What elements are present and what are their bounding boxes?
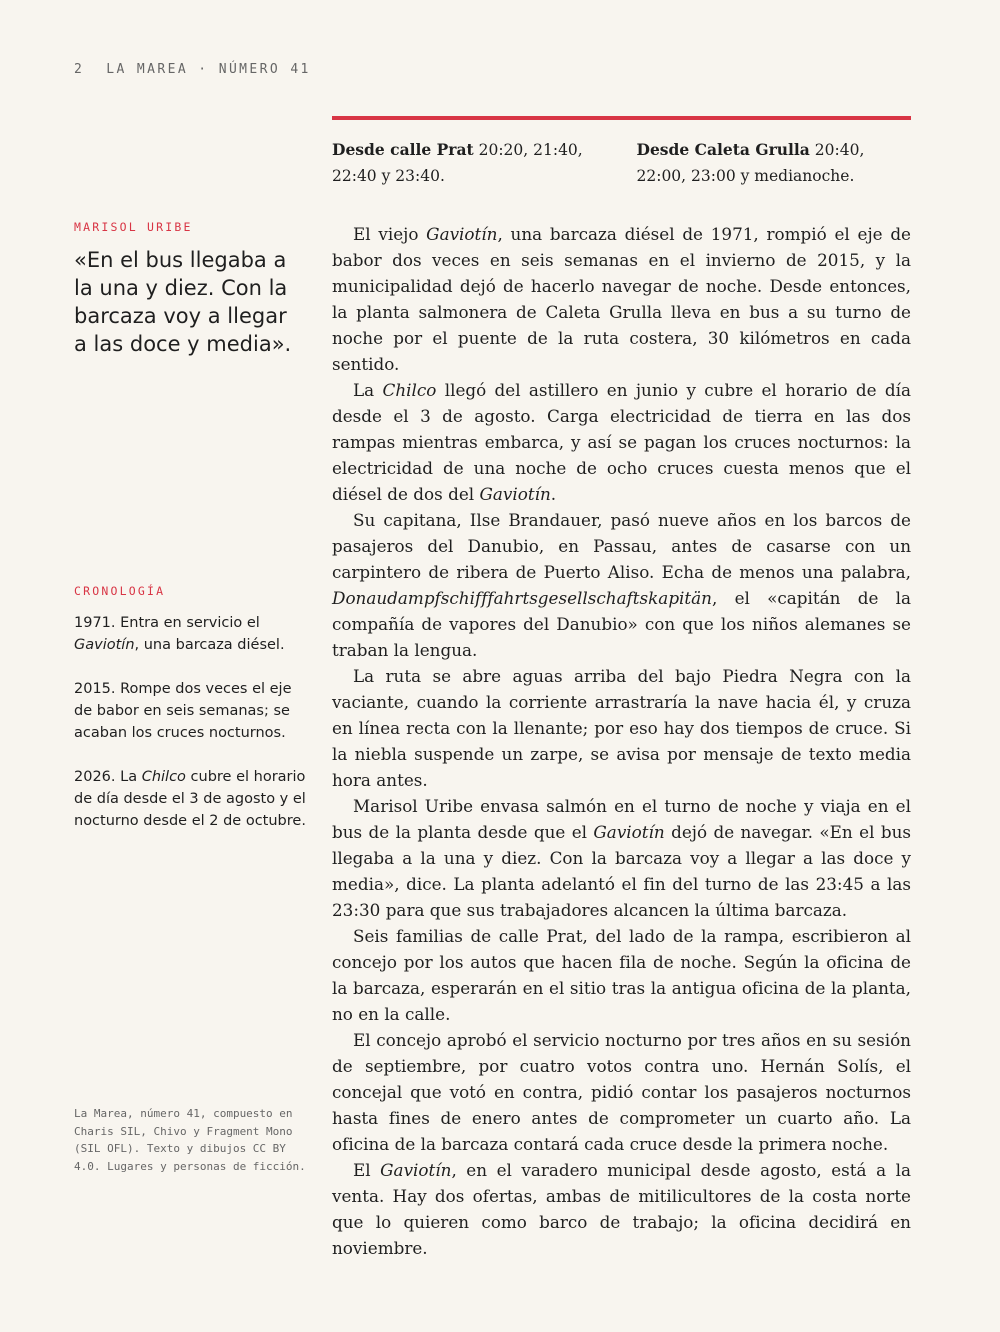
chronology-entry: 1971. Entra en servicio el Gaviotín, una barcaza diésel. xyxy=(74,615,285,653)
article-text: llegó del astillero en junio y cubre el horario de día desde el 3 de agosto. Carga electricidad de tierra en las dos rampas mientras embarca, y así se pagan los cruces nocturnos: la electricidad de una noche de ocho cruces cuesta menos que el diésel de dos del xyxy=(332,380,912,504)
article-text: El concejo aprobó el servicio nocturno por tres años en su sesión de septiembre, por cuatro votos contra uno. Hernán Solís, el concejal que votó en contra, pidió contar los pasajeros nocturnos hasta fines de enero antes de comprometer un cuarto año. La oficina de la barcaza contará cada cruce desde la primera noche. xyxy=(332,1030,911,1154)
article-paragraph xyxy=(332,1027,911,1157)
article-emphasis: Chilco xyxy=(382,380,437,400)
article-text: , en el varadero municipal desde agosto, está a la venta. Hay dos ofertas, ambas de mitilicultores de la costa norte que lo quieren como barco de trabajo; la oficina decidirá en noviembre. xyxy=(332,1160,911,1258)
article-text: Marisol Uribe envasa salmón en el turno de noche y viaja en el bus de la planta desde que el xyxy=(332,796,911,842)
article-text: dejó de navegar. «En el bus llegaba a la una y diez. Con la barcaza voy a llegar a las doce y media», dice. La planta adelantó el fin del turno de las 23:45 a las 23:30 para que sus trabajadores alcancen la última barcaza. xyxy=(332,822,911,920)
schedule-caleta-grulla xyxy=(637,137,912,189)
article-emphasis: Gaviotín xyxy=(593,822,665,842)
article-emphasis: Gaviotín xyxy=(380,1160,452,1180)
schedule-box xyxy=(332,137,911,189)
pull-quote: «En el bus llegaba a la una y diez. Con la barcaza voy a llegar a las doce y media». xyxy=(74,248,292,356)
article-paragraph xyxy=(332,663,911,793)
chronology-list xyxy=(74,612,306,832)
article-paragraph xyxy=(332,793,911,923)
colophon: La Marea, número 41, compuesto en Charis SIL, Chivo y Fragment Mono (SIL OFL). Texto y dibujos CC BY 4.0. Lugares y personas de ficción. xyxy=(74,1107,306,1174)
header-rule xyxy=(332,116,911,120)
article-emphasis: Gaviotín xyxy=(479,484,551,504)
schedule-label: Desde Caleta Grulla xyxy=(636,140,810,159)
article-paragraph xyxy=(332,507,911,663)
pull-quote-block xyxy=(74,220,306,358)
article-emphasis: Gaviotín xyxy=(426,224,498,244)
article-text: El xyxy=(353,1160,381,1180)
article-paragraph xyxy=(332,377,911,507)
chronology-kicker: CRONOLOGÍA xyxy=(74,584,166,598)
article-body xyxy=(332,221,911,1261)
quote-kicker: MARISOL URIBE xyxy=(74,220,193,234)
chronology-block xyxy=(74,584,306,854)
schedule-label: Desde calle Prat xyxy=(332,140,474,159)
article-text: Su capitana, Ilse Brandauer, pasó nueve años en los barcos de pasajeros del Danubio, en Passau, antes de casarse con un carpintero de ribera de Puerto Aliso. Echa de menos una palabra, xyxy=(332,510,911,582)
article-text: La ruta se abre aguas arriba del bajo Piedra Negra con la vaciante, cuando la corriente arrastraría la nave hacia él, y cruza en línea recta con la llenante; por eso hay dos tiempos de cruce. Si la niebla suspende un zarpe, se avisa por mensaje de texto media hora antes. xyxy=(332,666,911,790)
chronology-entry: 2015. Rompe dos veces el eje de babor en seis semanas; se acaban los cruces nocturnos. xyxy=(74,681,292,741)
running-header xyxy=(74,62,311,77)
article-text: , el «capitán de la compañía de vapores del Danubio» con que los niños alemanes se traban la lengua. xyxy=(332,588,911,660)
page-number: 2 xyxy=(74,62,85,77)
publication-title: LA MAREA · NÚMERO 41 xyxy=(106,62,311,77)
chronology-entry: 2026. La Chilco cubre el horario de día desde el 3 de agosto y el nocturno desde el 2 de octubre. xyxy=(74,769,306,829)
article-text: Seis familias de calle Prat, del lado de la rampa, escribieron al concejo por los autos que hacen fila de noche. Según la oficina de la barcaza, esperarán en el sitio tras la antigua oficina de la planta, no en la calle. xyxy=(332,926,911,1024)
article-text: El viejo xyxy=(353,224,427,244)
article-text: La xyxy=(353,380,383,400)
article-paragraph xyxy=(332,221,911,377)
article-paragraph xyxy=(332,1157,911,1261)
article-text: . xyxy=(550,484,557,504)
schedule-times: 20:20, 21:40, 22:40 y 23:40. xyxy=(332,141,583,185)
article-text: , una barcaza diésel de 1971, rompió el eje de babor dos veces en seis semanas en el invierno de 2015, y la municipalidad dejó de hacerlo navegar de noche. Desde entonces, la planta salmonera de Caleta Grulla lleva en bus a su turno de noche por el puente de la ruta costera, 30 kilómetros en cada sentido. xyxy=(332,224,911,374)
schedule-calle-prat xyxy=(332,137,607,189)
article-paragraph xyxy=(332,923,911,1027)
article-emphasis: Donaudampfschifffahrtsgesellschaftskapitän xyxy=(332,588,712,608)
schedule-times: 20:40, 22:00, 23:00 y medianoche. xyxy=(636,141,865,185)
